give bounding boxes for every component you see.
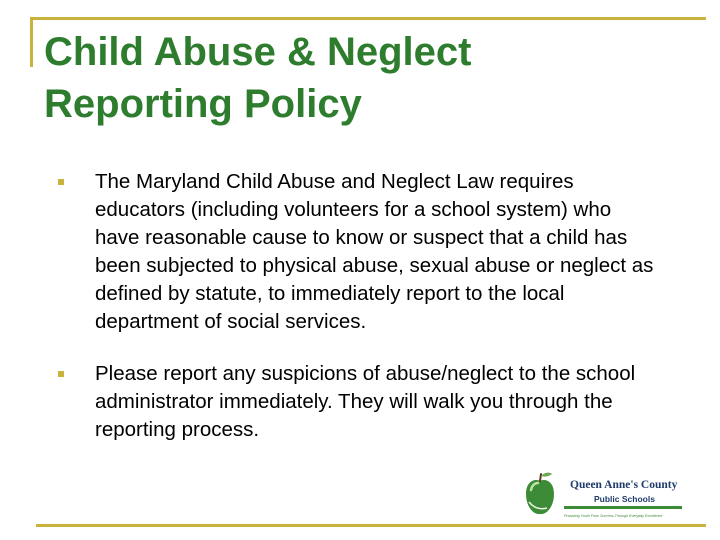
logo-subtitle: Public Schools [594, 494, 655, 504]
slide-title [44, 26, 684, 130]
frame-bottom-rule [36, 524, 706, 527]
square-bullet-icon [58, 179, 64, 185]
bullet-list [58, 168, 658, 468]
logo-name: Queen Anne's County [570, 479, 678, 491]
bullet-text-law: The Maryland Child Abuse and Neglect Law requires educators (including volunteers for a school system) who have reasonable cause to know or suspect that a child has been subjected to physical abuse, sexual abuse or neglect as defined by statute, to immediately report to the local department of social services. [95, 170, 654, 333]
frame-top-rule [30, 17, 706, 20]
slide-title-line-2: Reporting Policy [44, 82, 362, 126]
apple-icon [526, 473, 554, 514]
logo-tagline-bar [564, 506, 682, 509]
school-district-logo [520, 468, 686, 522]
frame-left-rule [30, 17, 33, 67]
slide-title-line-1: Child Abuse & Neglect [44, 30, 472, 74]
bullet-item-report [58, 360, 658, 444]
bullet-text-report: Please report any suspicions of abuse/neglect to the school administrator immediately. They will walk you through the reporting process. [95, 362, 636, 441]
bullet-item-law [58, 168, 658, 336]
square-bullet-icon [58, 371, 64, 377]
logo-tagline: Preparing Youth From Success Through Everyday Excellence [564, 514, 663, 518]
